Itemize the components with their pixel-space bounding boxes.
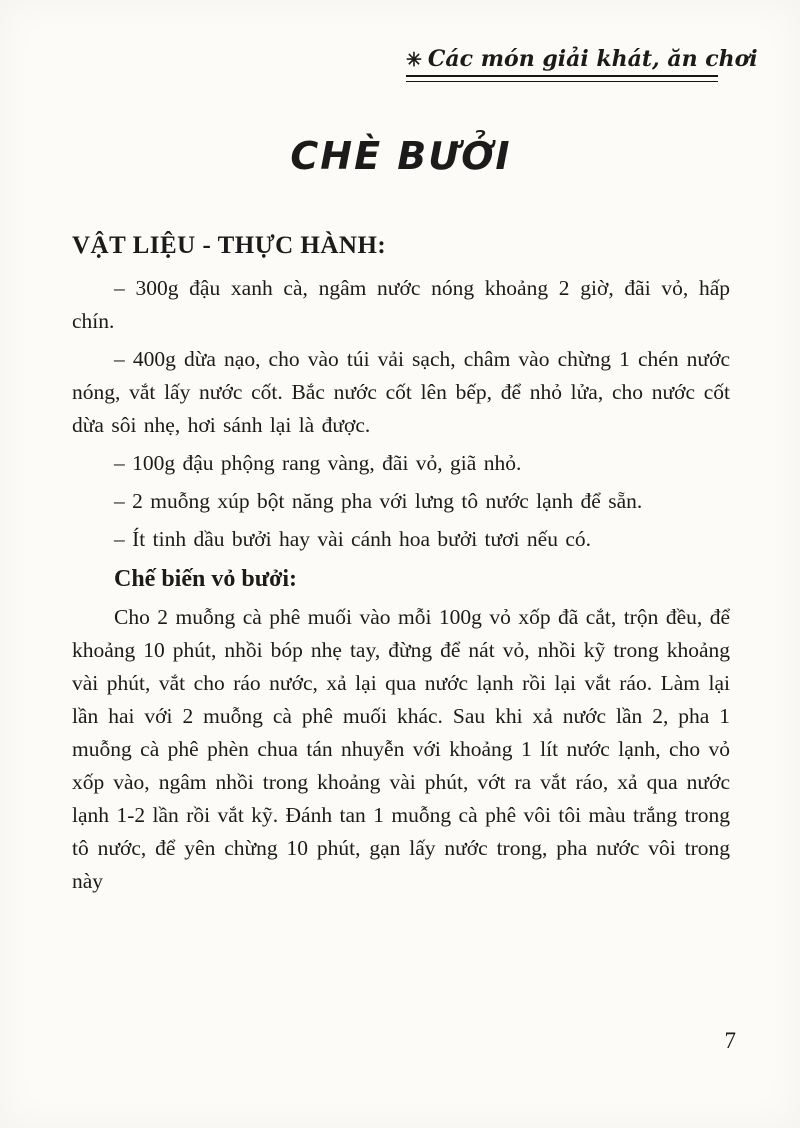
ingredient-item: – Ít tinh dầu bưởi hay vài cánh hoa bưởi tươi nếu có. [114, 527, 591, 551]
running-head-text: Các món giải khát, ăn chơi [427, 46, 758, 72]
page-title: CHÈ BƯỞI [290, 134, 512, 178]
page-number: 7 [724, 1028, 736, 1053]
asterisk-icon: ✳ [406, 49, 422, 71]
running-head [406, 46, 758, 82]
section-heading-materials: VẬT LIỆU - THỰC HÀNH: [72, 232, 387, 259]
ingredient-item: – 400g dừa nạo, cho vào túi vải sạch, châm vào chừng 1 chén nước nóng, vắt lấy nước cốt. Bắc nước cốt lên bếp, để nhỏ lửa, cho nước cốt dừa sôi nhẹ, hơi sánh lại là được. [72, 347, 730, 437]
running-head-text-row [406, 46, 758, 75]
ingredient-item: – 2 muỗng xúp bột năng pha với lưng tô nước lạnh để sẵn. [114, 489, 643, 513]
ingredient-item: – 100g đậu phộng rang vàng, đãi vỏ, giã nhỏ. [114, 451, 522, 475]
preparation-paragraph: Cho 2 muỗng cà phê muối vào mỗi 100g vỏ xốp đã cắt, trộn đều, để khoảng 10 phút, nhồi bóp nhẹ tay, đừng để nát vỏ, nhồi kỹ trong khoảng vài phút, vắt cho ráo nước, xả lại qua nước lạnh rồi lại vắt ráo. Làm lại lần hai với 2 muỗng cà phê muối khác. Sau khi xả nước lần 2, pha 1 muỗng cà phê phèn chua tán nhuyễn với khoảng 1 lít nước lạnh, cho vỏ xốp vào, ngâm nhồi trong khoảng vài phút, vớt ra vắt ráo, xả qua nước lạnh 1-2 lần rồi vắt kỹ. Đánh tan 1 muỗng cà phê vôi tôi màu trắng trong tô nước, để yên chừng 10 phút, gạn lấy nước trong, pha nước vôi trong này [72, 605, 730, 893]
ingredient-item: – 300g đậu xanh cà, ngâm nước nóng khoảng 2 giờ, đãi vỏ, hấp chín. [72, 276, 730, 333]
section-heading-preparation: Chế biến vỏ bưởi: [114, 566, 298, 592]
double-rule [406, 75, 718, 82]
